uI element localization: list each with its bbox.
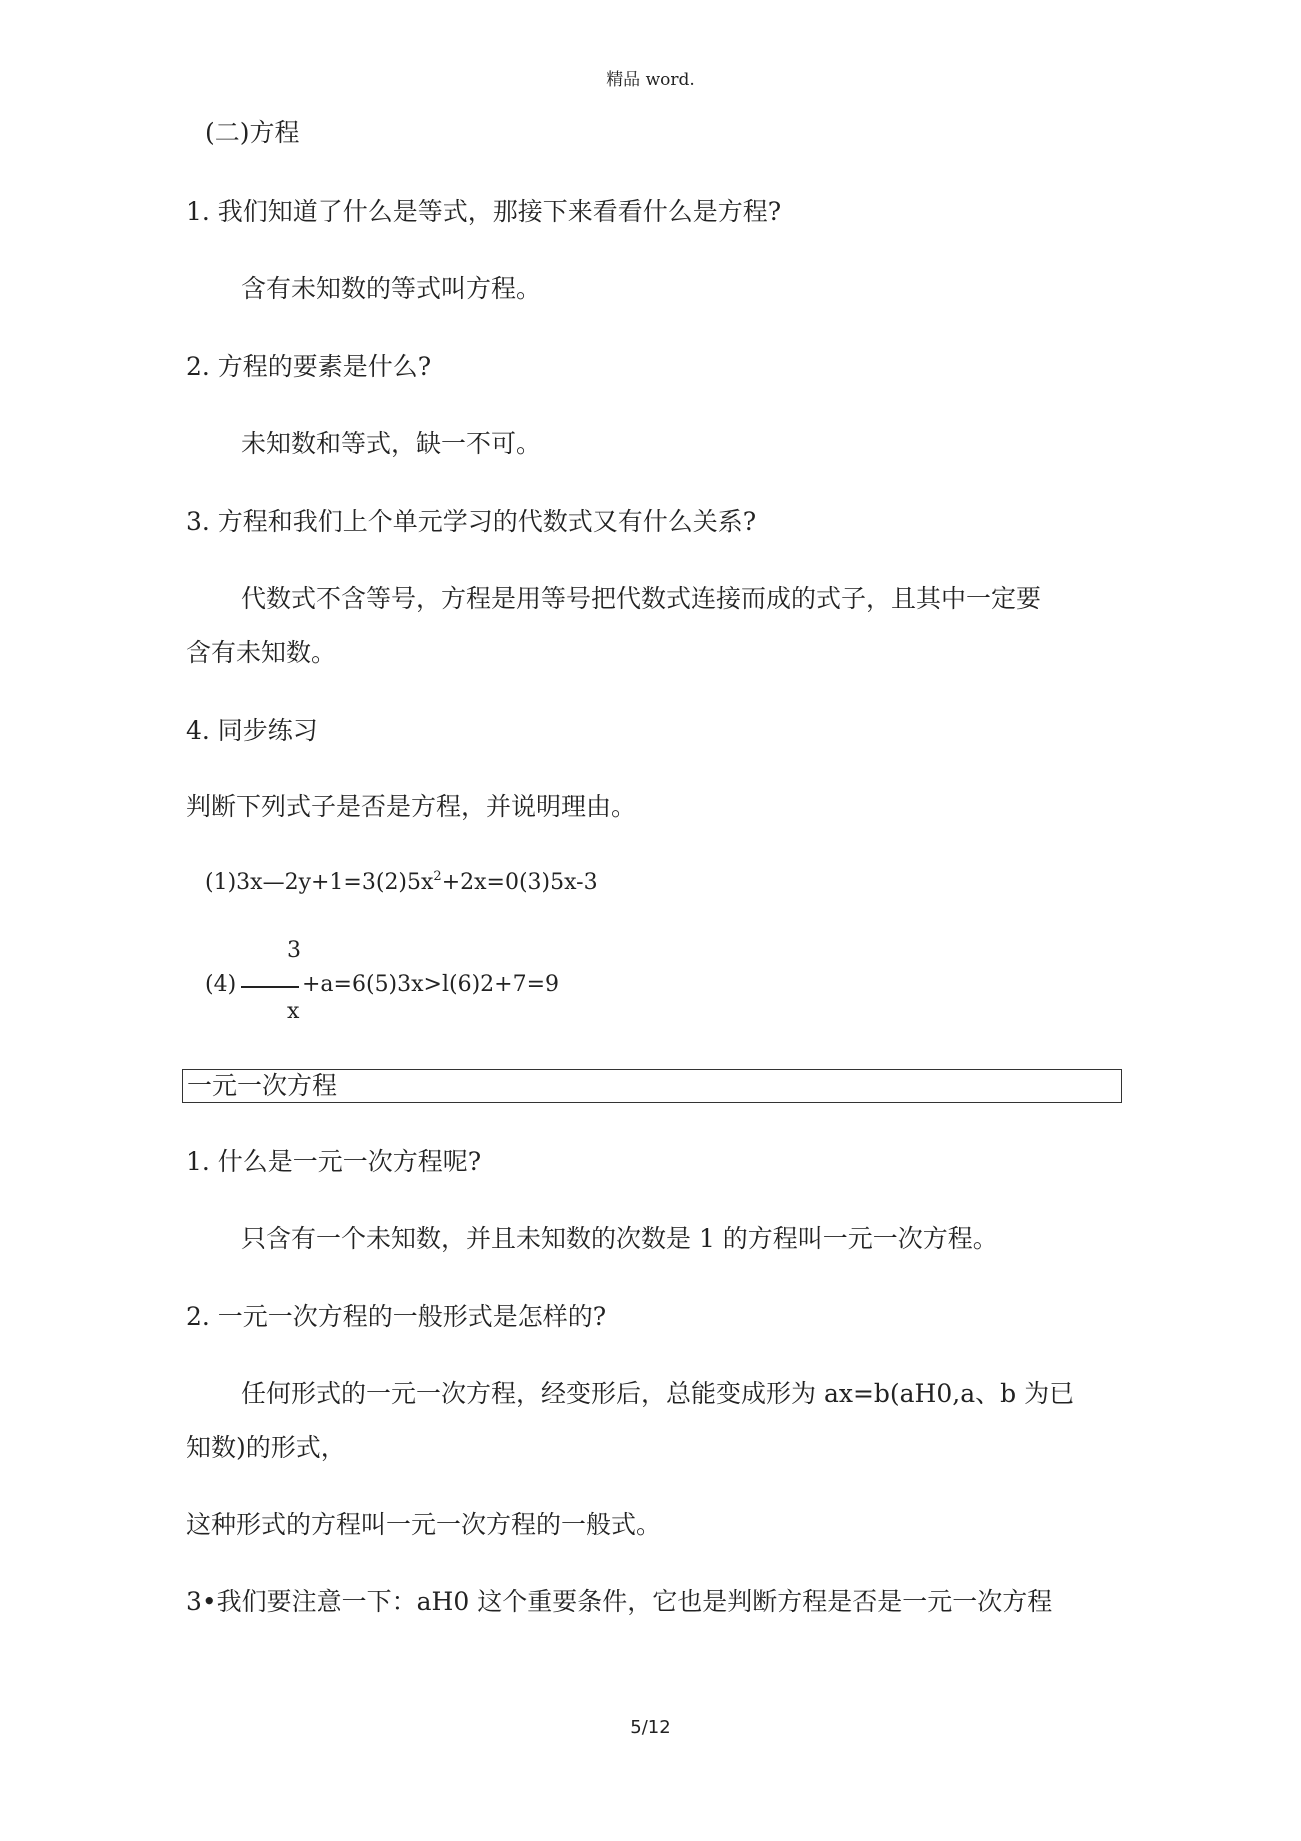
boxed-title-text: 一元一次方程 — [187, 1071, 338, 1100]
s2-answer-1: 只含有一个未知数，并且未知数的次数是 1 的方程叫一元一次方程。 — [241, 1224, 998, 1253]
page-number: 5/12 — [630, 1717, 671, 1738]
s2-question-2: 2. 一元一次方程的一般形式是怎样的? — [186, 1302, 607, 1331]
answer-3-line-2: 含有未知数。 — [186, 638, 337, 667]
expression-1-part: (1)3x—2y+1=3(2)5x — [205, 870, 434, 895]
s2-answer-2-line-3: 这种形式的方程叫一元一次方程的一般式。 — [186, 1510, 662, 1539]
s2-answer-2-line-2: 知数)的形式， — [186, 1433, 346, 1462]
question-4: 4. 同步练习 — [186, 716, 318, 745]
expression-2-part: +2x=0(3)5x-3 — [441, 870, 598, 895]
exercise-intro: 判断下列式子是否是方程，并说明理由。 — [186, 792, 637, 821]
question-1: 1. 我们知道了什么是等式，那接下来看看什么是方程? — [186, 197, 782, 226]
fraction-numerator: 3 — [287, 938, 301, 963]
boxed-section-title — [182, 1069, 1122, 1103]
page-header: 精品 word. — [606, 70, 695, 90]
s2-question-3: 3•我们要注意一下：aH0 这个重要条件，它也是判断方程是否是一元一次方程 — [186, 1587, 1053, 1616]
question-2: 2. 方程的要素是什么? — [186, 352, 432, 381]
answer-1: 含有未知数的等式叫方程。 — [241, 274, 542, 303]
fraction-bar — [241, 986, 299, 988]
question-3: 3. 方程和我们上个单元学习的代数式又有什么关系? — [186, 507, 757, 536]
s2-answer-2-line-1: 任何形式的一元一次方程，经变形后，总能变成形为 ax=b(aH0,a、b 为已 — [241, 1379, 1075, 1408]
expression-4-label: (4) — [205, 972, 237, 997]
section-title: (二)方程 — [205, 118, 300, 147]
answer-3-line-1: 代数式不含等号，方程是用等号把代数式连接而成的式子，且其中一定要 — [241, 584, 1042, 613]
expression-line-1 — [205, 864, 598, 896]
s2-question-1: 1. 什么是一元一次方程呢? — [186, 1147, 482, 1176]
expression-line-2-rest: +a=6(5)3x>l(6)2+7=9 — [302, 972, 560, 997]
exponent: 2 — [433, 869, 442, 884]
answer-2: 未知数和等式，缺一不可。 — [241, 429, 542, 458]
fraction-denominator: x — [287, 999, 300, 1024]
